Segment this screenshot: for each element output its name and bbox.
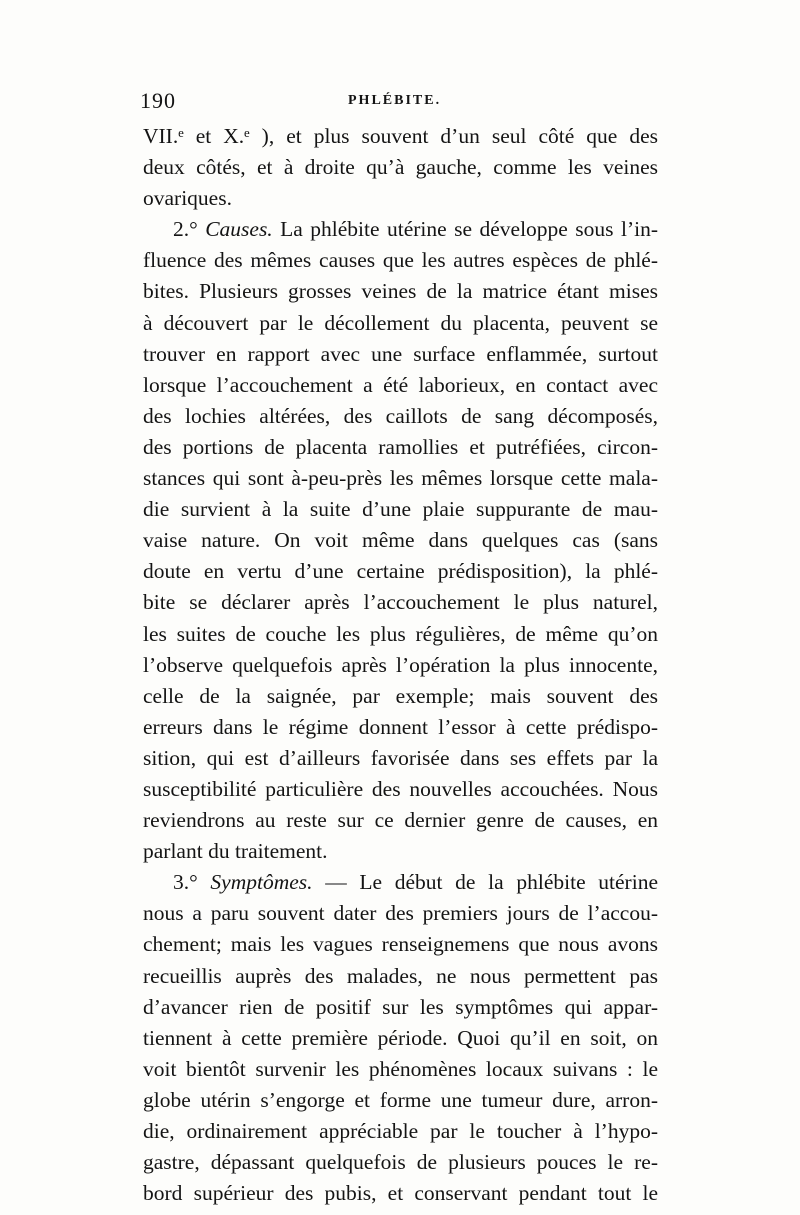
section-causes-line [143,214,658,245]
text-line: d’avancer rien de positif sur les symptômes qui appar- [143,994,658,1019]
text-line: erreurs dans le régime donnent l’essor à cette prédispo- [143,714,658,739]
text-line: lorsque l’accouchement a été laborieux, en contact avec [143,372,658,397]
running-title: PHLÉBITE. [348,93,442,108]
text-line: fluence des mêmes causes que les autres espèces de phlé- [143,248,658,273]
text-line: doute en vertu d’une certaine prédisposition), la phlé- [143,559,658,584]
text-line: bites. Plusieurs grosses veines de la matrice étant mises [143,279,658,304]
text-line: bite se déclarer après l’accouchement le plus naturel, [143,590,658,615]
section-text: La phlébite utérine se développe sous l’in- [272,217,658,242]
running-head [140,88,660,118]
text-line: parlant du traitement. [143,839,328,864]
text-line: à découvert par le décollement du placenta, peuvent se [143,310,658,335]
text-line: reviendrons au reste sur ce dernier genre de causes, en [143,808,658,833]
text-line: les suites de couche les plus régulières, de même qu’on [143,621,658,646]
text-line: sition, qui est d’ailleurs favorisée dans ses effets par la [143,745,658,770]
text-line: celle de la saignée, par exemple; mais souvent des [143,683,658,708]
text-line: ovariques. [143,186,232,211]
text-line: l’observe quelquefois après l’opération la plus innocente, [143,652,658,677]
text-line: recueillis auprès des malades, ne nous permettent pas [143,963,658,988]
text-line: tiennent à cette première période. Quoi qu’il en soit, on [143,1025,658,1050]
text-line: stances qui sont à-peu-près les mêmes lorsque cette mala- [143,466,658,491]
text-line: bord supérieur des pubis, et conservant pendant tout le [143,1181,658,1206]
text-line: VII.ᵉ et X.ᵉ ), et plus souvent d’un seul côté que des [143,124,658,148]
section-number: 2.° [173,217,206,242]
section-heading-causes: Causes. [205,217,273,242]
text-line: gastre, dépassant quelquefois de plusieurs pouces le re- [143,1150,658,1175]
text-line: chement; mais les vagues renseignemens que nous avons [143,932,658,957]
text-line: globe utérin s’engorge et forme une tumeur dure, arron- [143,1087,658,1112]
text-line: deux côtés, et à droite qu’à gauche, comme les veines [143,155,658,180]
text-line: trouver en rapport avec une surface enflammée, surtout [143,341,658,366]
body-text [143,121,658,1209]
text-line: voit bientôt survenir les phénomènes locaux suivans : le [143,1056,658,1081]
text-line: des portions de placenta ramollies et putréfiées, circon- [143,434,658,459]
text-line: die, ordinairement appréciable par le toucher à l’hypo- [143,1119,658,1143]
text-line: susceptibilité particulière des nouvelles accouchées. Nous [143,776,658,801]
section-heading-symptomes: Symptômes. [210,870,313,895]
page-number: 190 [140,88,176,113]
section-number: 3.° [173,870,211,895]
section-text: — Le début de la phlébite utérine [312,870,658,895]
text-line: die survient à la suite d’une plaie suppurante de mau- [143,497,658,522]
section-symptomes-line [143,867,658,898]
text-line: des lochies altérées, des caillots de sang décomposés, [143,403,658,428]
text-line: vaise nature. On voit même dans quelques cas (sans [143,528,658,553]
text-line: nous a paru souvent dater des premiers jours de l’accou- [143,901,658,926]
